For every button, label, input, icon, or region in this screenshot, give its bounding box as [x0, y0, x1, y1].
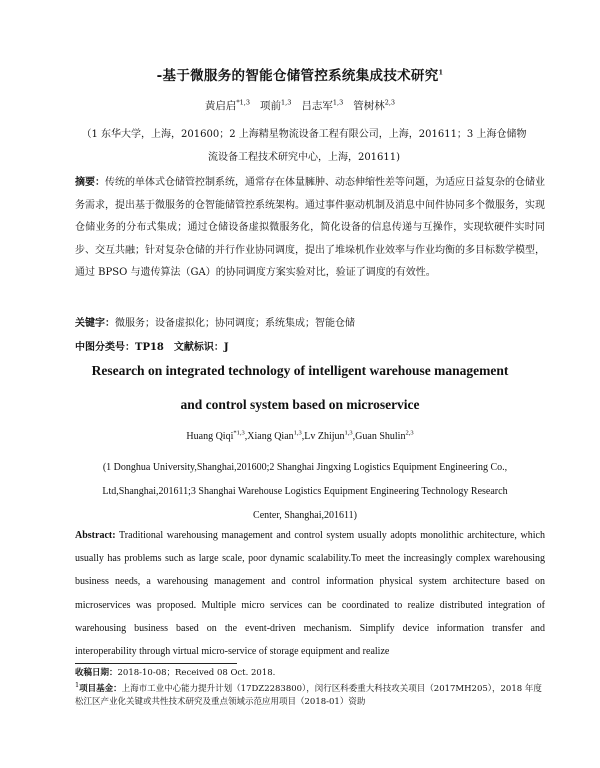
abstract-label: 摘要： [75, 177, 105, 188]
abstract-label: Abstract: [75, 530, 116, 541]
keywords-label: 关键字： [75, 318, 115, 329]
abstract-text: Traditional warehousing management and control system usually adopts monolithic architecture, which usually has problems such as large scale, poor dynamic scalability.To meet the increasingly complex warehousing business needs, a warehousing management and control information physical system architecture based on microservices was proposed. Multiple micro services can be coordinated to realize distributed integration of warehousing business based on the event-driven mechanism. Simplify device information transfer and interoperability through virtual micro-service of storage equipment and realize [75, 530, 545, 658]
chinese-keywords [75, 313, 545, 336]
chinese-abstract [75, 172, 545, 285]
chinese-title-text: -基于微服务的智能仓储管控系统集成技术研究 [156, 68, 439, 84]
received-text: 2018-10-08；Received 08 Oct. 2018. [117, 668, 276, 678]
english-abstract [75, 524, 545, 663]
english-affiliation-line: Center, Shanghai,201611) [253, 510, 357, 521]
funding-text: 上海市工业中心能力提升计划（17DZ2283800），闵行区科委重大科技攻关项目（2017MH205），2018 年度松江区产业化关键或共性技术研究及重点领域示范应用项目（2018-01）资助 [75, 684, 542, 707]
received-date-footnote [75, 667, 545, 680]
chinese-title [0, 64, 600, 84]
received-label: 收稿日期： [75, 668, 118, 678]
author: 项前$^{1,3}$ [260, 98, 292, 112]
author: 吕志军$^{1,3}$ [301, 98, 344, 112]
abstract-text: 传统的单体式仓储管控制系统，通常存在体量臃肿、动态伸缩性差等问题，为适应日益复杂的仓储业务需求，提出基于微服务的仓智能储管控系统架构。通过事件驱动机制及消息中间件协同多个微服务，实现仓储业务的分布式集成；通过仓储设备虚拟微服务化，简化设备的信息传递与互操作，实现软硬件实时同步、交互共融；针对复杂仓储的并行作业协同调度，提出了堆垛机作业效率与作业均衡的多目标数学模型，通过 BPSO 与遗传算法（GA）的协同调度方案实验对比，验证了调度的有效性。 [75, 177, 545, 278]
funding-label: 项目基金： [79, 684, 122, 694]
english-affiliation-line: (1 Donghua University,Shanghai,201600;2 Shanghai Jingxing Logistics Equipment Engineering Co., [102, 462, 508, 473]
title-footnote-marker: 1 [438, 68, 444, 77]
author: 黄启启$^{*1,3}$ [204, 98, 250, 112]
english-title-line: Research on integrated technology of intelligent warehouse management [91, 363, 509, 378]
funding-footnote [75, 683, 545, 709]
funding-marker: 1 [75, 681, 80, 690]
footnote-divider [75, 663, 237, 664]
chinese-affiliation-line: 流设备工程技术研究中心，上海，201611) [207, 152, 401, 163]
english-authors: Huang Qiqi$^{*1,3}$,Xiang Qian$^{1,3}$,Lv Zhijun$^{1,3}$,Guan Shulin$^{2,3}$ [186, 429, 414, 442]
author: Guan Shulin$^{2,3}$ [355, 429, 414, 442]
keywords-text: 微服务；设备虚拟化；协同调度；系统集成；智能仓储 [115, 318, 355, 329]
english-title-line: and control system based on microservice [180, 397, 420, 412]
english-affiliation-line: Ltd,Shanghai,201611;3 Shanghai Warehouse Logistics Equipment Engineering Technology Research [102, 486, 508, 497]
author: Lv Zhijun$^{1,3}$ [304, 429, 353, 442]
chinese-affiliation-line: （1 东华大学，上海，201600；2 上海精星物流设备工程有限公司，上海，201611；3 上海仓储物 [81, 129, 527, 140]
chinese-authors [0, 98, 600, 113]
classification-line: 中图分类号：TP18 文献标识：J [75, 342, 229, 353]
author: 管树林$^{2,3}$ [353, 98, 396, 112]
author: Xiang Qian$^{1,3}$ [247, 429, 302, 442]
author: Huang Qiqi$^{*1,3}$ [186, 429, 245, 442]
